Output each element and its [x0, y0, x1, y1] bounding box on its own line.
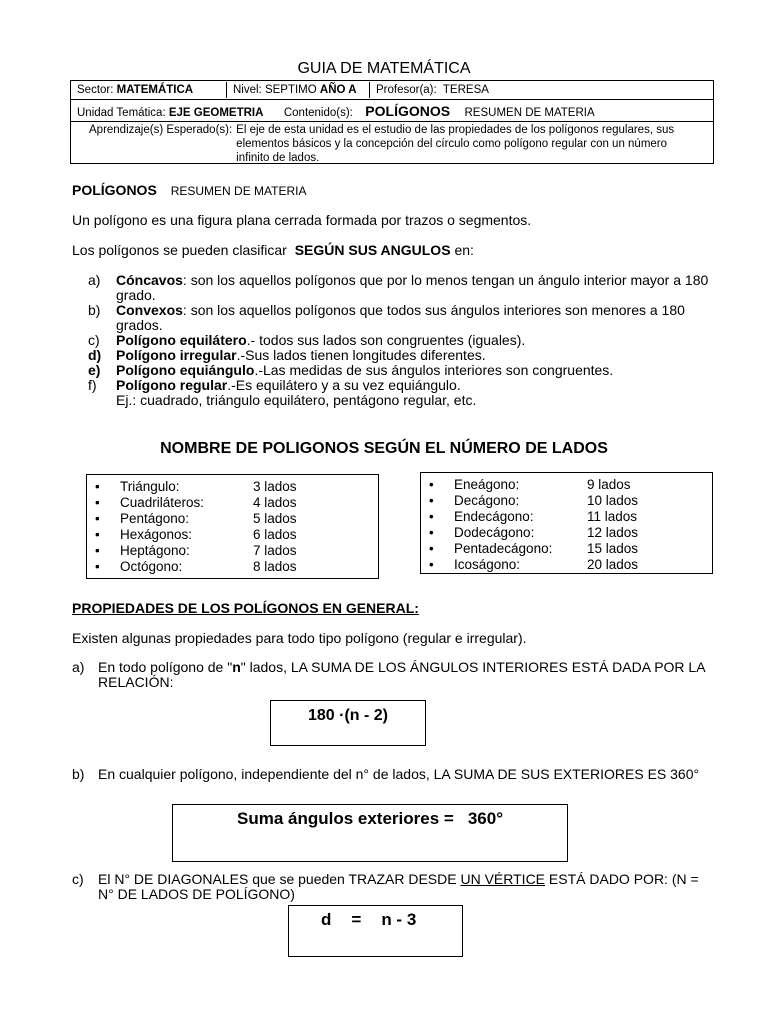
aprendizaje-text: El eje de esta unidad es el estudio de las propiedades de los polígonos regulares, sus elementos básicos y la concepción del círculo como polígono regular con un número infinito de lados.	[236, 124, 675, 164]
nivel-label: Nivel: SEPTIMO	[233, 84, 317, 96]
contenido-note: RESUMEN DE MATERIA	[464, 106, 595, 119]
list-marker: a)	[88, 272, 101, 288]
prop-b	[72, 767, 708, 782]
list-term: Convexos	[116, 302, 183, 318]
polygon-sides: 11 lados	[587, 509, 638, 524]
sector-value: MATEMÁTICA	[116, 84, 194, 96]
example-text: Ej.: cuadrado, triángulo equilátero, pentágono regular, etc.	[116, 392, 477, 408]
prop-a-post: " lados, LA SUMA DE LOS ÁNGULOS INTERIORES ESTÁ DADA POR LA RELACIÓN:	[98, 659, 705, 690]
right-names-box	[420, 472, 713, 574]
list-text: .-Sus lados tienen longitudes diferentes.	[236, 347, 486, 363]
list-text: : son los aquellos polígonos que todos sus ángulos interiores son menores a 180 grados.	[116, 302, 685, 333]
left-names-box	[86, 474, 379, 579]
list-item	[95, 543, 378, 559]
contenido-value: POLÍGONOS	[365, 102, 451, 119]
bullet-icon: •	[95, 495, 100, 510]
props-intro: Existen algunas propiedades para todo tipo polígono (regular e irregular).	[72, 630, 527, 646]
list-item	[88, 348, 716, 363]
list-item	[88, 273, 716, 303]
list-item	[72, 767, 708, 782]
sector-label: Sector:	[77, 84, 114, 96]
polygon-name: Eneágono:	[454, 477, 520, 492]
list-item	[429, 557, 712, 573]
polygon-name: Heptágono:	[120, 543, 190, 558]
list-text: : son los aquellos polígonos que por lo menos tengan un ángulo interior mayor a 180 grado.	[116, 272, 709, 303]
list-term: Polígono irregular	[116, 347, 237, 363]
polygon-sides: 8 lados	[253, 559, 297, 574]
list-marker: a)	[72, 659, 85, 675]
unidad-label: Unidad Temática:	[77, 106, 166, 119]
list-item	[95, 559, 378, 575]
list-marker: b)	[88, 302, 101, 318]
polygon-name: Endecágono:	[454, 509, 534, 524]
polygon-name: Pentadecágono:	[454, 541, 553, 556]
aprendizaje-label: Aprendizaje(s) Esperado(s):	[89, 124, 233, 136]
formula-c-eq: =	[351, 910, 362, 929]
bullet-icon: •	[95, 543, 100, 558]
prop-b-text: En cualquier polígono, independiente del n° de lados, LA SUMA DE SUS EXTERIORES ES 360°	[98, 766, 700, 782]
bullet-icon: •	[429, 541, 434, 556]
prop-c-post: ESTÁ DADO POR: (N = N° DE LADOS DE POLÍGONO)	[98, 871, 699, 902]
classify-paragraph	[72, 242, 474, 258]
formula-c-lhs: d	[321, 910, 332, 929]
prop-a-pre: En todo polígono de "	[98, 659, 233, 675]
polygon-sides: 15 lados	[587, 541, 639, 556]
aprendizaje-cell	[71, 122, 702, 163]
polygon-name: Pentágono:	[120, 511, 190, 526]
list-item	[95, 495, 378, 511]
formula-b-value: 360°	[467, 809, 503, 828]
bullet-icon: •	[95, 559, 100, 574]
list-item	[88, 333, 716, 348]
polygon-sides: 9 lados	[587, 477, 631, 492]
polygon-sides: 3 lados	[253, 479, 297, 494]
prop-c	[72, 872, 708, 902]
polygon-sides: 10 lados	[587, 493, 639, 508]
list-item	[88, 378, 716, 393]
list-item	[429, 525, 712, 541]
polygon-sides: 4 lados	[253, 495, 297, 510]
bullet-icon: •	[429, 557, 434, 572]
list-marker: c)	[72, 871, 84, 887]
section-heading-note: RESUMEN DE MATERIA	[170, 184, 307, 198]
list-item	[72, 872, 708, 902]
intro-paragraph: Un polígono es una figura plana cerrada formada por trazos o segmentos.	[72, 212, 532, 228]
list-marker: d)	[88, 347, 102, 363]
names-heading: NOMBRE DE POLIGONOS SEGÚN EL NÚMERO DE LADOS	[160, 440, 608, 457]
bullet-icon: •	[95, 511, 100, 526]
list-text: .- todos sus lados son congruentes (iguales).	[246, 332, 526, 348]
bullet-icon: •	[429, 477, 434, 492]
prop-a	[72, 660, 708, 690]
profesor-label: Profesor(a):	[376, 84, 437, 96]
prop-c-pre: El N° DE DIAGONALES que se pueden TRAZAR DESDE	[98, 871, 457, 887]
classify-bold: SEGÚN SUS ANGULOS	[294, 242, 451, 258]
list-item	[95, 479, 378, 495]
polygon-name: Octógono:	[120, 559, 183, 574]
polygon-sides: 5 lados	[253, 511, 297, 526]
formula-a: 180 ·(n - 2)	[307, 707, 388, 724]
polygon-name: Cuadriláteros:	[120, 495, 205, 510]
list-item	[88, 363, 716, 378]
section-heading	[72, 182, 306, 198]
list-term: Polígono regular	[116, 377, 228, 393]
list-item	[72, 660, 708, 690]
header-row-2	[71, 100, 713, 122]
list-item	[429, 477, 712, 493]
polygon-name: Icoságono:	[454, 557, 521, 572]
list-item	[95, 511, 378, 527]
formula-c-box	[288, 905, 463, 957]
polygon-name: Hexágonos:	[120, 527, 193, 542]
polygon-types-list	[88, 273, 716, 408]
profesor-cell	[370, 82, 713, 98]
header-row-1	[71, 81, 713, 100]
bullet-icon: •	[95, 479, 100, 494]
profesor-value: TERESA	[442, 84, 489, 96]
polygon-sides: 6 lados	[253, 527, 297, 542]
polygon-name: Dodecágono:	[454, 525, 535, 540]
polygon-name: Decágono:	[454, 493, 520, 508]
polygon-sides: 12 lados	[587, 525, 639, 540]
formula-b-label: Suma ángulos exteriores =	[236, 809, 454, 828]
list-term: Polígono equilátero	[116, 332, 247, 348]
prop-c-underlined: UN VÉRTICE	[460, 871, 546, 887]
polygon-name: Triángulo:	[120, 479, 180, 494]
bullet-icon: •	[429, 493, 434, 508]
list-marker: e)	[88, 362, 101, 378]
list-item	[429, 509, 712, 525]
list-term: Polígono equiángulo	[116, 362, 255, 378]
list-item	[429, 541, 712, 557]
prop-a-n: n	[232, 659, 241, 675]
list-item	[88, 393, 716, 408]
list-marker: c)	[88, 332, 100, 348]
list-item	[88, 303, 716, 333]
list-marker: f)	[88, 377, 97, 393]
classify-post: en:	[454, 242, 474, 258]
sector-cell	[71, 82, 227, 98]
unidad-cell	[71, 101, 713, 121]
nivel-value: AÑO A	[319, 84, 357, 96]
list-item	[429, 493, 712, 509]
header-row-3	[71, 122, 713, 163]
bullet-icon: •	[429, 525, 434, 540]
bullet-icon: •	[429, 509, 434, 524]
header-table	[70, 80, 714, 164]
unidad-value: EJE GEOMETRIA	[168, 106, 264, 119]
list-item	[95, 527, 378, 543]
polygon-sides: 20 lados	[587, 557, 639, 572]
nivel-cell	[227, 82, 370, 98]
formula-a-box	[270, 700, 426, 746]
document-title: GUIA DE MATEMÁTICA	[297, 60, 471, 77]
contenido-label: Contenido(s):	[283, 106, 353, 119]
props-heading: PROPIEDADES DE LOS POLÍGONOS EN GENERAL:	[72, 600, 419, 616]
formula-c-rhs: n - 3	[381, 910, 417, 929]
list-marker: b)	[72, 766, 85, 782]
classify-pre: Los polígonos se pueden clasificar	[72, 242, 287, 258]
list-text: .-Es equilátero y a su vez equiángulo.	[227, 377, 461, 393]
bullet-icon: •	[95, 527, 100, 542]
formula-b-box	[172, 804, 568, 862]
list-term: Cóncavos	[116, 272, 183, 288]
section-heading-bold: POLÍGONOS	[72, 182, 157, 198]
polygon-sides: 7 lados	[253, 543, 297, 558]
list-text: .-Las medidas de sus ángulos interiores son congruentes.	[254, 362, 614, 378]
